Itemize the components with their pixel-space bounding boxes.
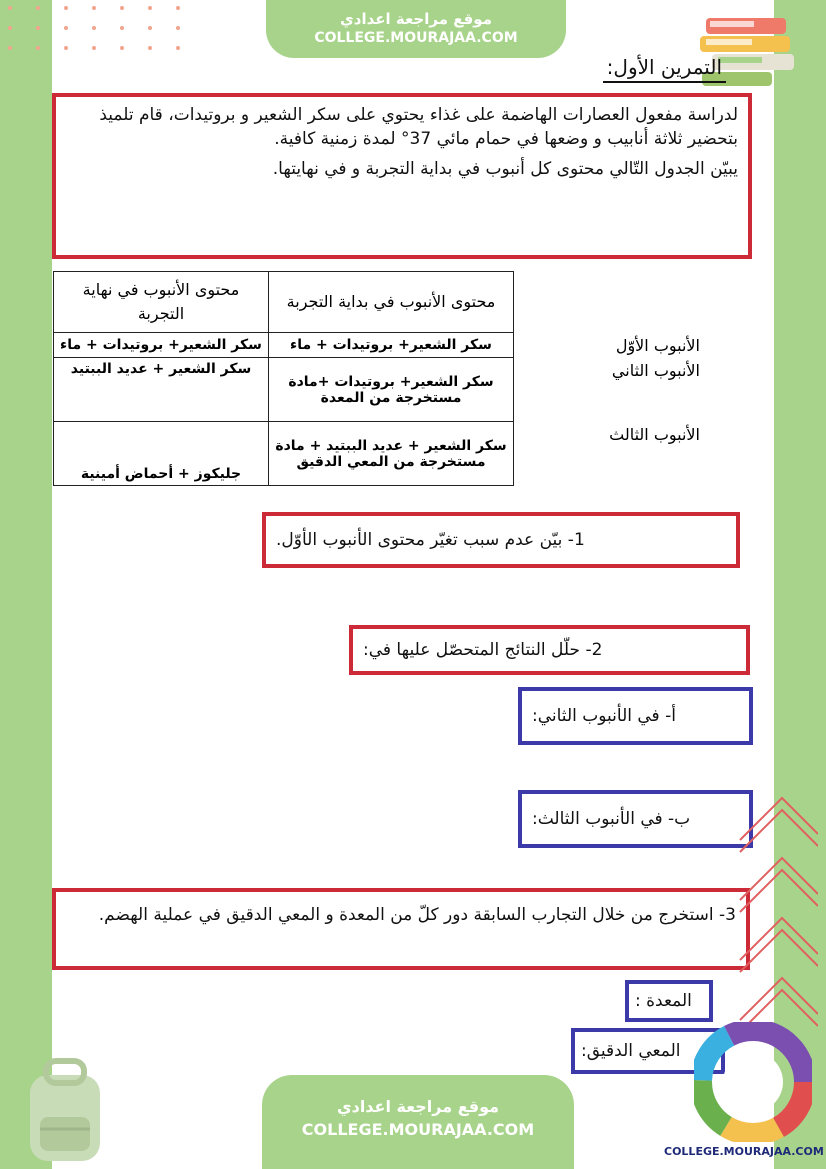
logo-domain-text: COLLEGE.MOURAJAA.COM <box>664 1145 824 1158</box>
question-2a-box <box>518 687 753 745</box>
table-row <box>54 358 707 422</box>
stomach-label: المعدة : <box>635 991 692 1011</box>
cell-end: سكر الشعير + عديد الببتيد <box>54 358 269 422</box>
cell-start: سكر الشعير + عديد الببتيد + مادة مستخرجة من المعي الدقيق <box>269 422 514 486</box>
intro-text-2: يبيّن الجدول التّالي محتوى كل أنبوب في بداية التجربة و في نهايتها. <box>272 159 738 179</box>
results-table <box>53 271 706 486</box>
left-green-border <box>0 0 52 1169</box>
table-header-row <box>54 272 707 333</box>
cell-start: سكر الشعير+ بروتيدات + ماء <box>269 333 514 358</box>
question-2a: أ- في الأنبوب الثاني: <box>532 706 676 726</box>
tube-label: الأنبوب الثالث <box>514 422 707 486</box>
intro-box <box>52 93 752 259</box>
question-1: 1- بيّن عدم سبب تغيّر محتوى الأنبوب الأوّل. <box>276 530 585 550</box>
intro-text-1: لدراسة مفعول العصارات الهاضمة على غذاء يحتوي على سكر الشعير و بروتيدات، قام تلميذ بتحضير ثلاثة أنابيب و وضعها في حمام مائي 37° لمدة زمنية كافية. <box>99 105 738 149</box>
decorative-dots <box>4 0 204 60</box>
question-2b-box <box>518 790 753 848</box>
tube-label: الأنبوب الأوّل <box>514 333 707 358</box>
site-domain-bottom[interactable]: COLLEGE.MOURAJAA.COM <box>301 1120 535 1139</box>
table-row <box>54 422 707 486</box>
site-name-ar-bottom: موقع مراجعة اعدادي <box>336 1097 500 1116</box>
bottom-site-banner <box>262 1075 574 1169</box>
question-2-box <box>349 625 750 675</box>
cell-end: جليكوز + أحماض أمينية <box>54 422 269 486</box>
site-domain[interactable]: COLLEGE.MOURAJAA.COM <box>314 30 518 46</box>
backpack-icon <box>16 1055 114 1165</box>
header-start: محتوى الأنبوب في بداية التجربة <box>269 272 514 333</box>
table-corner <box>514 272 707 333</box>
intestine-label: المعي الدقيق: <box>581 1041 681 1061</box>
header-end: محتوى الأنبوب في نهاية التجربة <box>54 272 269 333</box>
cell-start: سكر الشعير+ بروتيدات +مادة مستخرجة من المعدة <box>269 358 514 422</box>
tube-label: الأنبوب الثاني <box>514 358 707 422</box>
chevron-decoration-icon <box>734 790 818 1040</box>
cell-end: سكر الشعير+ بروتيدات + ماء <box>54 333 269 358</box>
question-3-box <box>52 888 750 970</box>
site-name-ar: موقع مراجعة اعدادي <box>340 10 492 28</box>
question-3: 3- استخرج من خلال التجارب السابقة دور كلّ من المعدة و المعي الدقيق في عملية الهضم. <box>98 905 736 925</box>
question-2: 2- حلّل النتائج المتحصّل عليها في: <box>363 640 603 660</box>
table-row <box>54 333 707 358</box>
stomach-box <box>625 980 713 1022</box>
site-logo-icon <box>694 1022 812 1142</box>
question-2b: ب- في الأنبوب الثالث: <box>532 809 691 829</box>
top-site-banner <box>266 0 566 58</box>
question-1-box <box>262 512 740 568</box>
exercise-title: التمرين الأول: <box>603 55 726 83</box>
